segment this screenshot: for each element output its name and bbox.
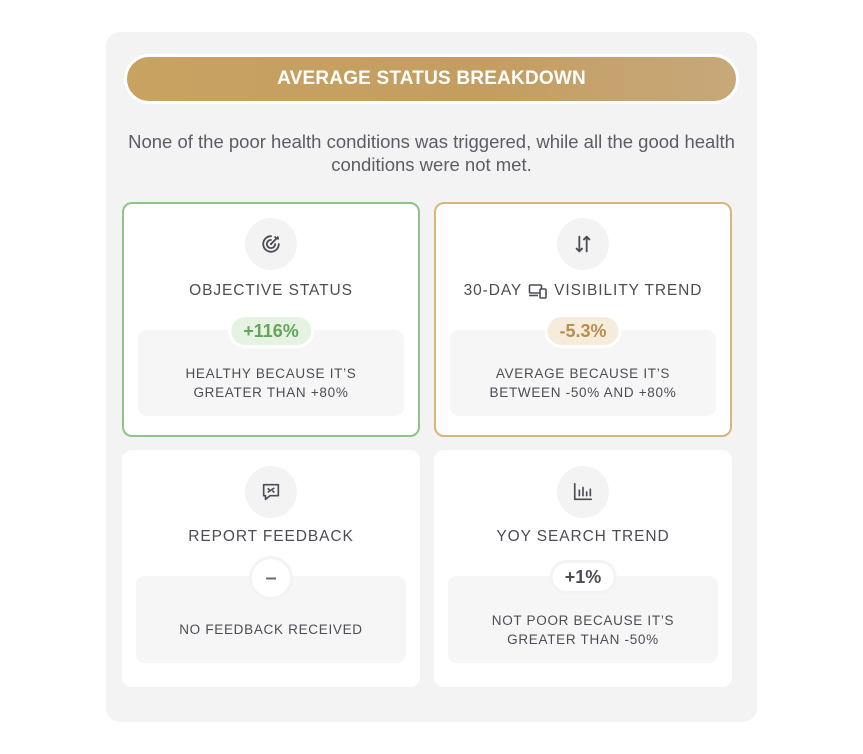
- sort-arrows-icon: [557, 218, 609, 270]
- status-breakdown-panel: [106, 32, 757, 722]
- card-title: [434, 528, 732, 546]
- card-title: [122, 528, 420, 546]
- summary-text: None of the poor health conditions was triggered, while all the good health conditions were not met.: [128, 131, 735, 175]
- status-description: HEALTHY BECAUSE IT’S GREATER THAN +80%: [185, 366, 357, 400]
- status-description: NO FEEDBACK RECEIVED: [179, 622, 363, 637]
- status-description: NOT POOR BECAUSE IT’S GREATER THAN -50%: [491, 613, 675, 647]
- value-badge: +116%: [228, 314, 314, 348]
- card-title-text: YOY SEARCH TREND: [496, 528, 670, 545]
- yoy-search-trend-card: [434, 450, 732, 687]
- bar-chart-icon: [557, 466, 609, 518]
- target-icon: [245, 218, 297, 270]
- status-description: AVERAGE BECAUSE IT’S BETWEEN -50% AND +80%: [489, 366, 677, 400]
- value-badge: -5.3%: [544, 314, 621, 348]
- objective-status-card: [122, 202, 420, 437]
- card-title: [124, 282, 418, 300]
- feedback-icon: [245, 466, 297, 518]
- value-badge: +1%: [550, 560, 617, 594]
- devices-icon: [528, 283, 548, 299]
- card-title-text: REPORT FEEDBACK: [188, 528, 354, 545]
- visibility-trend-card: [434, 202, 732, 437]
- card-title: [436, 282, 730, 300]
- report-feedback-card: [122, 450, 420, 687]
- value-badge: –: [249, 556, 293, 600]
- panel-title: AVERAGE STATUS BREAKDOWN: [277, 68, 586, 89]
- card-title-suffix: VISIBILITY TREND: [554, 282, 703, 299]
- panel-header: [124, 54, 739, 104]
- card-title-text: OBJECTIVE STATUS: [189, 282, 353, 299]
- card-title-prefix: 30-DAY: [463, 282, 523, 299]
